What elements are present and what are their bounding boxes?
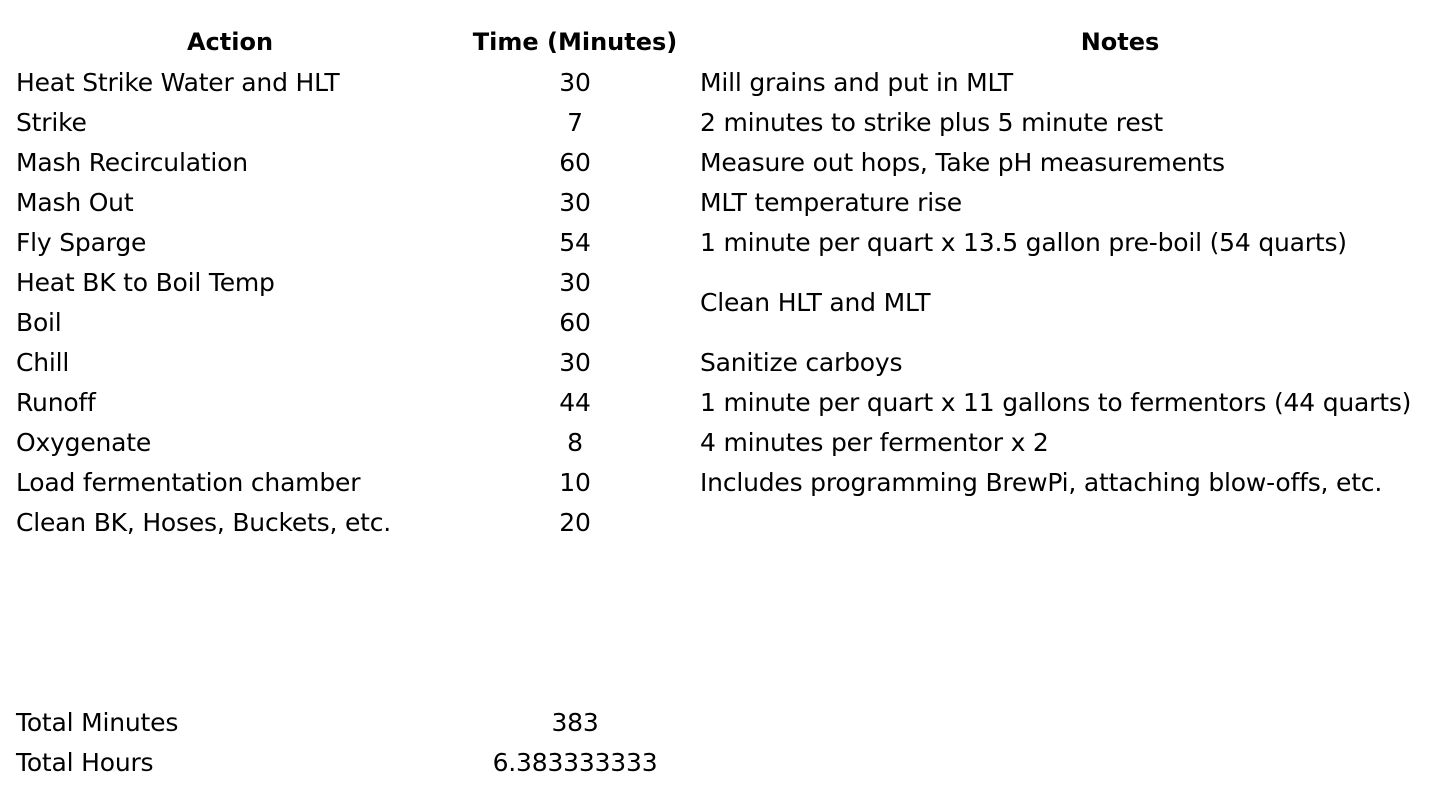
notes-column-header: Notes: [1080, 28, 1160, 56]
table-row: [0, 463, 1440, 503]
table-row: [0, 503, 1440, 543]
time-cell: 54: [559, 228, 591, 257]
time-cell: 60: [559, 148, 591, 177]
table-row: [0, 183, 1440, 223]
table-row: [0, 103, 1440, 143]
note-cell: Mill grains and put in MLT: [700, 68, 1013, 97]
total-hours-row: [0, 743, 1440, 783]
action-cell: Mash Out: [16, 188, 134, 217]
action-cell: Fly Sparge: [16, 228, 147, 257]
action-cell: Heat Strike Water and HLT: [16, 68, 340, 97]
action-cell: Heat BK to Boil Temp: [16, 268, 275, 297]
note-cell: Measure out hops, Take pH measurements: [700, 148, 1225, 177]
time-cell: 44: [559, 388, 591, 417]
time-cell: 30: [559, 348, 591, 377]
time-cell: 60: [559, 308, 591, 337]
total-hours-value: 6.383333333: [492, 748, 658, 777]
total-minutes-row: [0, 703, 1440, 743]
total-minutes-label: Total Minutes: [16, 708, 179, 737]
total-hours-label: Total Hours: [16, 748, 154, 777]
note-cell: 2 minutes to strike plus 5 minute rest: [700, 108, 1163, 137]
time-cell: 30: [559, 68, 591, 97]
note-cell: MLT temperature rise: [700, 188, 962, 217]
table-row: [0, 223, 1440, 263]
action-cell: Mash Recirculation: [16, 148, 248, 177]
time-cell: 7: [567, 108, 583, 137]
note-cell: Includes programming BrewPi, attaching blow-offs, etc.: [700, 468, 1383, 497]
action-cell: Runoff: [16, 388, 96, 417]
note-cell: 1 minute per quart x 11 gallons to fermentors (44 quarts): [700, 388, 1412, 417]
merged-note-clean: Clean HLT and MLT: [700, 288, 931, 317]
time-cell: 20: [559, 508, 591, 537]
action-column-header: Action: [186, 28, 274, 56]
time-cell: 30: [559, 268, 591, 297]
table-row: [0, 423, 1440, 463]
action-cell: Strike: [16, 108, 87, 137]
time-column-header: Time (Minutes): [472, 28, 678, 56]
note-cell: 1 minute per quart x 13.5 gallon pre-boil (54 quarts): [700, 228, 1347, 257]
time-cell: 8: [567, 428, 583, 457]
time-cell: 30: [559, 188, 591, 217]
table-row: [0, 143, 1440, 183]
time-cell: 10: [559, 468, 591, 497]
table-row: [0, 63, 1440, 103]
merged-note-sanitize: Sanitize carboys: [700, 348, 903, 377]
action-cell: Boil: [16, 308, 62, 337]
note-cell: 4 minutes per fermentor x 2: [700, 428, 1049, 457]
action-cell: Oxygenate: [16, 428, 152, 457]
action-cell: Clean BK, Hoses, Buckets, etc.: [16, 508, 392, 537]
table-row: [0, 383, 1440, 423]
action-cell: Load fermentation chamber: [16, 468, 361, 497]
action-cell: Chill: [16, 348, 70, 377]
total-minutes-value: 383: [551, 708, 599, 737]
